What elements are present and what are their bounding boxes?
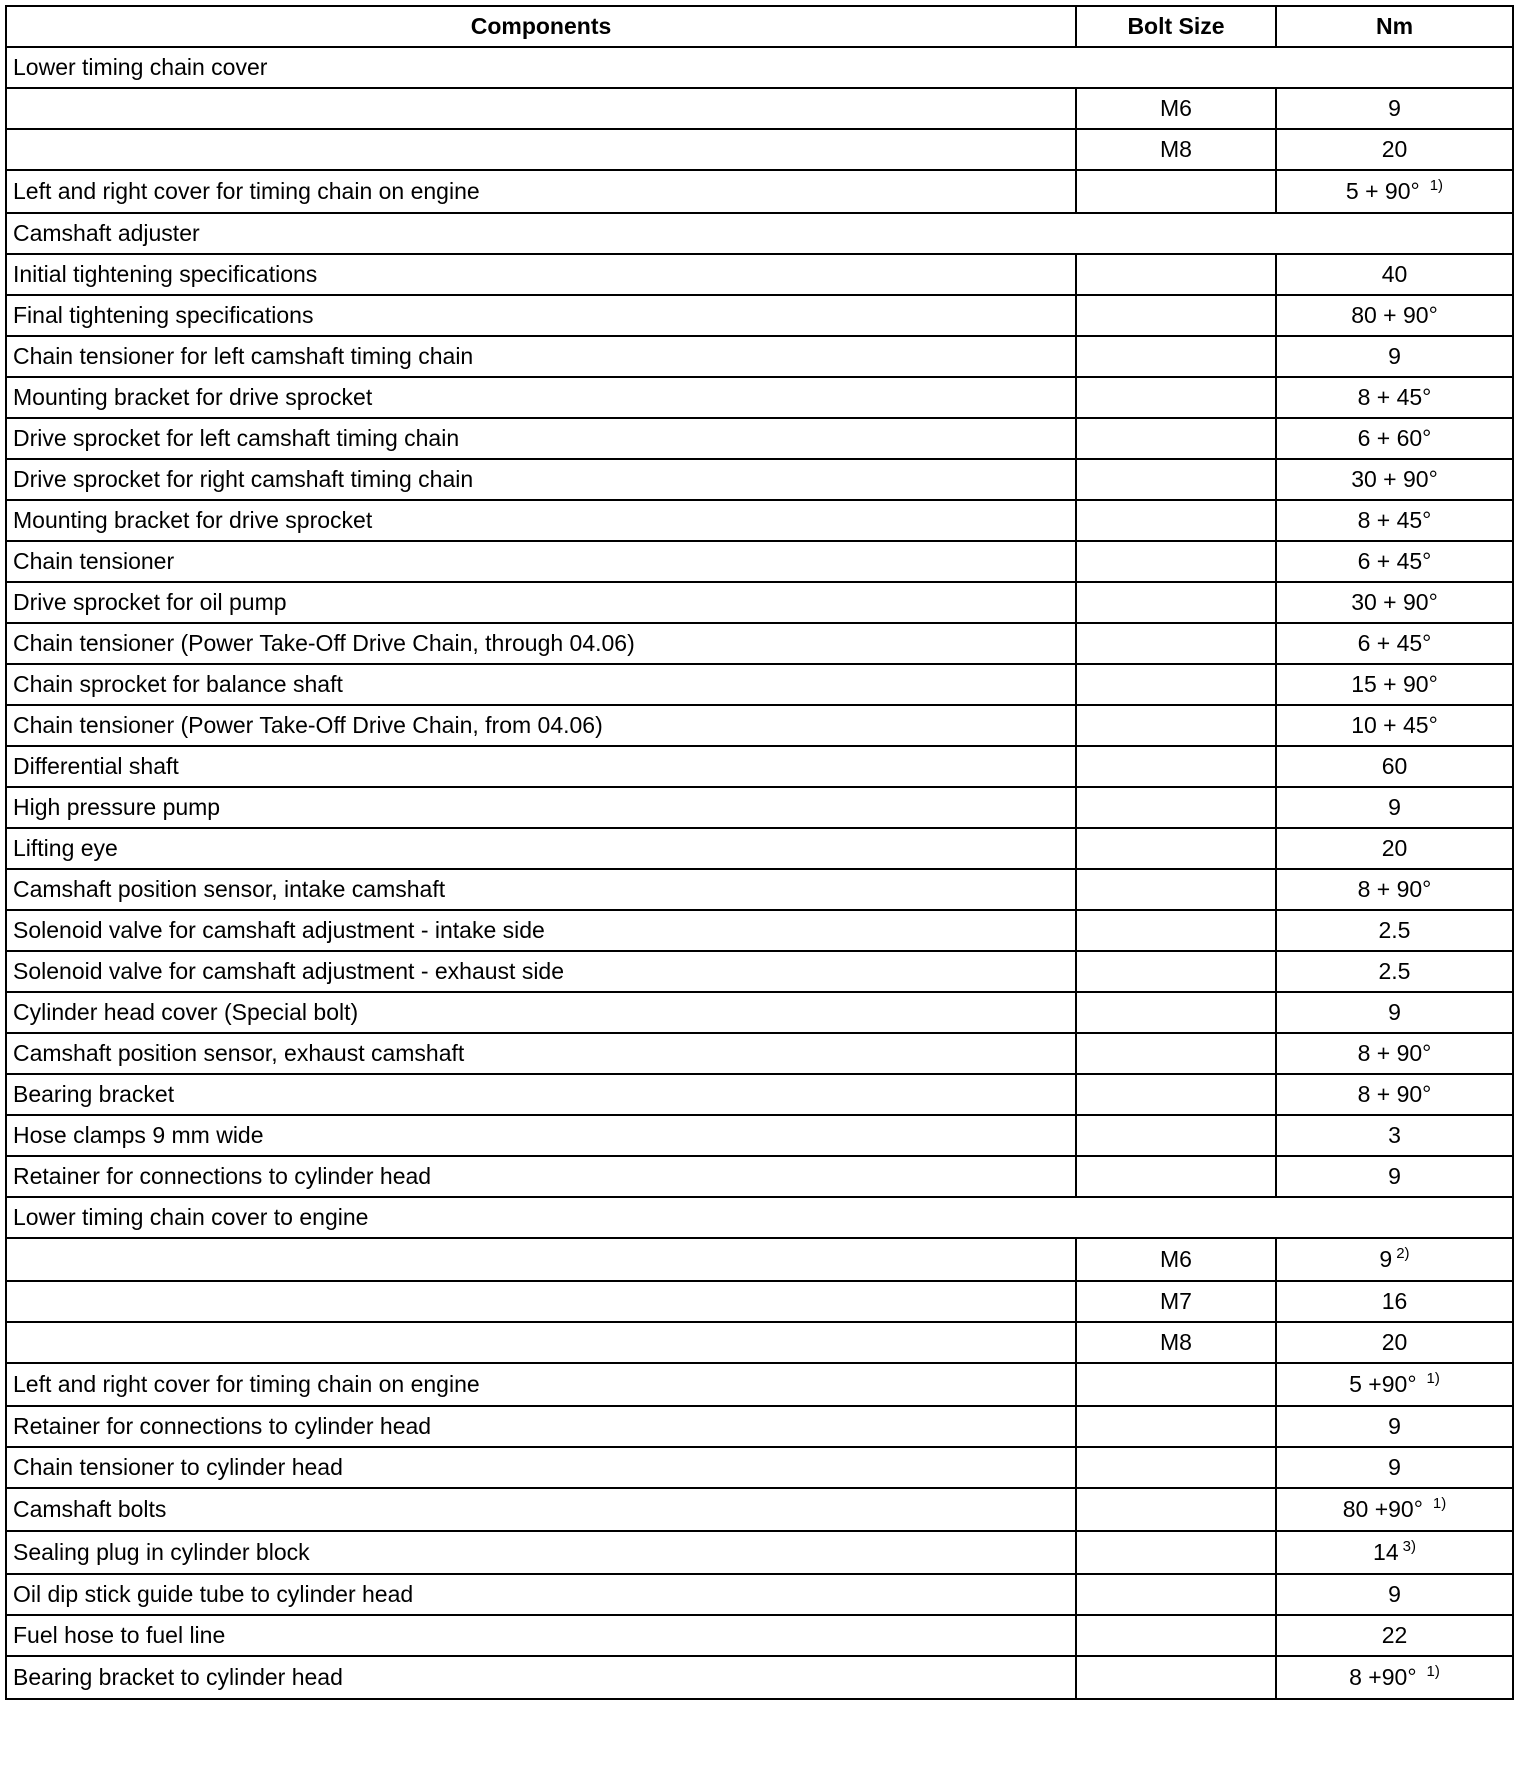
bolt-size-cell: M8 bbox=[1076, 129, 1276, 170]
component-cell bbox=[6, 1322, 1076, 1363]
component-cell: Cylinder head cover (Special bolt) bbox=[6, 992, 1076, 1033]
nm-value: 6 + 60° bbox=[1357, 425, 1432, 451]
nm-value: 5 +90° bbox=[1349, 1371, 1417, 1397]
component-cell bbox=[6, 88, 1076, 129]
footnote-marker: 3) bbox=[1402, 1538, 1416, 1556]
table-row bbox=[6, 1615, 1513, 1656]
bolt-size-cell bbox=[1076, 500, 1276, 541]
nm-cell bbox=[1276, 582, 1513, 623]
nm-cell bbox=[1276, 418, 1513, 459]
component-cell: Oil dip stick guide tube to cylinder head bbox=[6, 1574, 1076, 1615]
nm-cell bbox=[1276, 459, 1513, 500]
table-row bbox=[6, 254, 1513, 295]
component-cell: Fuel hose to fuel line bbox=[6, 1615, 1076, 1656]
nm-cell bbox=[1276, 1406, 1513, 1447]
component-cell: Final tightening specifications bbox=[6, 295, 1076, 336]
nm-value: 6 + 45° bbox=[1357, 548, 1432, 574]
table-row bbox=[6, 787, 1513, 828]
section-row bbox=[6, 213, 1513, 254]
component-cell: Drive sprocket for oil pump bbox=[6, 582, 1076, 623]
bolt-size-cell: M6 bbox=[1076, 88, 1276, 129]
table-row bbox=[6, 623, 1513, 664]
component-cell: Camshaft bolts bbox=[6, 1488, 1076, 1531]
table-row bbox=[6, 541, 1513, 582]
nm-value: 30 + 90° bbox=[1351, 589, 1438, 615]
bolt-size-cell bbox=[1076, 170, 1276, 213]
section-row bbox=[6, 1197, 1513, 1238]
bolt-size-cell bbox=[1076, 746, 1276, 787]
nm-value: 15 + 90° bbox=[1351, 671, 1438, 697]
bolt-size-cell bbox=[1076, 541, 1276, 582]
component-cell: Chain tensioner (Power Take-Off Drive Chain, from 04.06) bbox=[6, 705, 1076, 746]
component-cell: Chain sprocket for balance shaft bbox=[6, 664, 1076, 705]
nm-cell bbox=[1276, 1574, 1513, 1615]
table-row bbox=[6, 828, 1513, 869]
nm-cell bbox=[1276, 1322, 1513, 1363]
nm-value: 8 + 45° bbox=[1357, 384, 1432, 410]
bolt-size-cell bbox=[1076, 910, 1276, 951]
table-row bbox=[6, 1488, 1513, 1531]
table-row bbox=[6, 170, 1513, 213]
nm-cell bbox=[1276, 500, 1513, 541]
component-cell: Retainer for connections to cylinder head bbox=[6, 1406, 1076, 1447]
component-cell: Solenoid valve for camshaft adjustment - exhaust side bbox=[6, 951, 1076, 992]
nm-value: 6 + 45° bbox=[1357, 630, 1432, 656]
bolt-size-cell bbox=[1076, 828, 1276, 869]
table-row bbox=[6, 1115, 1513, 1156]
bolt-size-cell bbox=[1076, 377, 1276, 418]
table-row bbox=[6, 1574, 1513, 1615]
table-row bbox=[6, 992, 1513, 1033]
table-row bbox=[6, 295, 1513, 336]
nm-cell bbox=[1276, 951, 1513, 992]
table-row bbox=[6, 1238, 1513, 1281]
nm-cell bbox=[1276, 1074, 1513, 1115]
nm-value: 9 bbox=[1388, 343, 1401, 369]
bolt-size-cell bbox=[1076, 336, 1276, 377]
bolt-size-cell bbox=[1076, 254, 1276, 295]
nm-value: 40 bbox=[1381, 261, 1408, 287]
component-cell: Chain tensioner for left camshaft timing chain bbox=[6, 336, 1076, 377]
component-cell: Camshaft position sensor, exhaust camshaft bbox=[6, 1033, 1076, 1074]
footnote-marker: 2) bbox=[1396, 1245, 1410, 1263]
nm-cell bbox=[1276, 129, 1513, 170]
header-bolt-size: Bolt Size bbox=[1076, 6, 1276, 47]
table-row bbox=[6, 1363, 1513, 1406]
table-row bbox=[6, 1656, 1513, 1699]
nm-cell bbox=[1276, 1033, 1513, 1074]
nm-cell bbox=[1276, 1281, 1513, 1322]
bolt-size-cell bbox=[1076, 1488, 1276, 1531]
nm-cell bbox=[1276, 746, 1513, 787]
table-row bbox=[6, 746, 1513, 787]
component-cell: Chain tensioner (Power Take-Off Drive Chain, through 04.06) bbox=[6, 623, 1076, 664]
nm-cell bbox=[1276, 623, 1513, 664]
component-cell: Drive sprocket for right camshaft timing chain bbox=[6, 459, 1076, 500]
nm-value: 9 bbox=[1388, 794, 1401, 820]
footnote-marker: 1) bbox=[1432, 1495, 1447, 1513]
table-row bbox=[6, 500, 1513, 541]
table-row bbox=[6, 459, 1513, 500]
nm-cell bbox=[1276, 1363, 1513, 1406]
bolt-size-cell bbox=[1076, 1115, 1276, 1156]
nm-cell bbox=[1276, 88, 1513, 129]
nm-value: 9 bbox=[1388, 95, 1401, 121]
nm-value: 8 + 45° bbox=[1357, 507, 1432, 533]
nm-cell bbox=[1276, 170, 1513, 213]
nm-value: 22 bbox=[1381, 1622, 1408, 1648]
bolt-size-cell bbox=[1076, 1574, 1276, 1615]
nm-cell bbox=[1276, 1238, 1513, 1281]
component-cell: Bearing bracket to cylinder head bbox=[6, 1656, 1076, 1699]
nm-cell bbox=[1276, 1531, 1513, 1574]
component-cell: Camshaft position sensor, intake camshaft bbox=[6, 869, 1076, 910]
component-cell: Chain tensioner to cylinder head bbox=[6, 1447, 1076, 1488]
nm-value: 2.5 bbox=[1378, 917, 1411, 943]
bolt-size-cell bbox=[1076, 869, 1276, 910]
header-row bbox=[6, 6, 1513, 47]
bolt-size-cell bbox=[1076, 1363, 1276, 1406]
nm-value: 14 bbox=[1373, 1539, 1399, 1565]
footnote-marker: 1) bbox=[1426, 1663, 1440, 1681]
nm-cell bbox=[1276, 295, 1513, 336]
bolt-size-cell bbox=[1076, 623, 1276, 664]
component-cell: Mounting bracket for drive sprocket bbox=[6, 377, 1076, 418]
bolt-size-cell bbox=[1076, 582, 1276, 623]
bolt-size-cell bbox=[1076, 705, 1276, 746]
nm-cell bbox=[1276, 1656, 1513, 1699]
bolt-size-cell bbox=[1076, 787, 1276, 828]
bolt-size-cell bbox=[1076, 664, 1276, 705]
nm-value: 80 +90° bbox=[1342, 1496, 1423, 1522]
nm-cell bbox=[1276, 1447, 1513, 1488]
nm-cell bbox=[1276, 541, 1513, 582]
table-row bbox=[6, 1447, 1513, 1488]
nm-value: 20 bbox=[1381, 1329, 1408, 1355]
nm-value: 8 +90° bbox=[1349, 1664, 1417, 1690]
table-row bbox=[6, 910, 1513, 951]
bolt-size-cell bbox=[1076, 951, 1276, 992]
nm-value: 5 + 90° bbox=[1345, 178, 1420, 204]
component-cell: Lifting eye bbox=[6, 828, 1076, 869]
header-nm: Nm bbox=[1276, 6, 1513, 47]
bolt-size-cell: M8 bbox=[1076, 1322, 1276, 1363]
table-row bbox=[6, 1531, 1513, 1574]
nm-cell bbox=[1276, 664, 1513, 705]
header-components: Components bbox=[6, 6, 1076, 47]
table-row bbox=[6, 377, 1513, 418]
component-cell bbox=[6, 129, 1076, 170]
table-row bbox=[6, 418, 1513, 459]
bolt-size-cell bbox=[1076, 1156, 1276, 1197]
bolt-size-cell bbox=[1076, 992, 1276, 1033]
nm-value: 80 + 90° bbox=[1351, 302, 1438, 328]
nm-cell bbox=[1276, 1488, 1513, 1531]
bolt-size-cell bbox=[1076, 1615, 1276, 1656]
bolt-size-cell bbox=[1076, 1406, 1276, 1447]
table-row bbox=[6, 705, 1513, 746]
table-body bbox=[6, 47, 1513, 1699]
footnote-marker: 1) bbox=[1426, 1370, 1440, 1388]
component-cell: Initial tightening specifications bbox=[6, 254, 1076, 295]
table-row bbox=[6, 582, 1513, 623]
nm-value: 8 + 90° bbox=[1357, 876, 1432, 902]
nm-value: 30 + 90° bbox=[1351, 466, 1438, 492]
nm-cell bbox=[1276, 254, 1513, 295]
table-row bbox=[6, 664, 1513, 705]
bolt-size-cell bbox=[1076, 459, 1276, 500]
nm-cell bbox=[1276, 910, 1513, 951]
nm-value: 9 bbox=[1379, 1246, 1393, 1272]
component-cell: Differential shaft bbox=[6, 746, 1076, 787]
nm-value: 9 bbox=[1388, 1454, 1401, 1480]
nm-value: 3 bbox=[1388, 1122, 1401, 1148]
bolt-size-cell bbox=[1076, 418, 1276, 459]
table-row bbox=[6, 869, 1513, 910]
table-row bbox=[6, 1033, 1513, 1074]
nm-value: 9 bbox=[1388, 1413, 1401, 1439]
table-row bbox=[6, 336, 1513, 377]
bolt-size-cell bbox=[1076, 1033, 1276, 1074]
nm-cell bbox=[1276, 705, 1513, 746]
nm-value: 16 bbox=[1381, 1288, 1408, 1314]
component-cell: Left and right cover for timing chain on engine bbox=[6, 170, 1076, 213]
nm-value: 20 bbox=[1381, 136, 1408, 162]
section-title: Lower timing chain cover bbox=[6, 47, 1513, 88]
component-cell: Drive sprocket for left camshaft timing chain bbox=[6, 418, 1076, 459]
bolt-size-cell bbox=[1076, 1447, 1276, 1488]
table-header bbox=[6, 6, 1513, 47]
nm-cell bbox=[1276, 828, 1513, 869]
table-row bbox=[6, 1074, 1513, 1115]
bolt-size-cell bbox=[1076, 1074, 1276, 1115]
nm-cell bbox=[1276, 377, 1513, 418]
component-cell bbox=[6, 1238, 1076, 1281]
component-cell: Hose clamps 9 mm wide bbox=[6, 1115, 1076, 1156]
table-row bbox=[6, 1156, 1513, 1197]
nm-cell bbox=[1276, 1615, 1513, 1656]
component-cell: High pressure pump bbox=[6, 787, 1076, 828]
bolt-size-cell: M7 bbox=[1076, 1281, 1276, 1322]
table-row bbox=[6, 1281, 1513, 1322]
bolt-size-cell bbox=[1076, 295, 1276, 336]
nm-value: 9 bbox=[1388, 999, 1401, 1025]
nm-cell bbox=[1276, 1156, 1513, 1197]
nm-value: 60 bbox=[1381, 753, 1408, 779]
component-cell: Sealing plug in cylinder block bbox=[6, 1531, 1076, 1574]
table-row bbox=[6, 1406, 1513, 1447]
nm-cell bbox=[1276, 1115, 1513, 1156]
nm-cell bbox=[1276, 869, 1513, 910]
nm-value: 9 bbox=[1388, 1581, 1401, 1607]
table-row bbox=[6, 1322, 1513, 1363]
nm-value: 8 + 90° bbox=[1357, 1081, 1432, 1107]
nm-value: 20 bbox=[1381, 835, 1408, 861]
section-title: Camshaft adjuster bbox=[6, 213, 1513, 254]
footnote-marker: 1) bbox=[1429, 177, 1444, 195]
section-title: Lower timing chain cover to engine bbox=[6, 1197, 1513, 1238]
bolt-size-cell: M6 bbox=[1076, 1238, 1276, 1281]
table-row bbox=[6, 88, 1513, 129]
component-cell: Solenoid valve for camshaft adjustment - intake side bbox=[6, 910, 1076, 951]
table-row bbox=[6, 951, 1513, 992]
nm-cell bbox=[1276, 336, 1513, 377]
torque-spec-table bbox=[5, 5, 1514, 1700]
nm-value: 8 + 90° bbox=[1357, 1040, 1432, 1066]
nm-value: 9 bbox=[1388, 1163, 1401, 1189]
nm-cell bbox=[1276, 992, 1513, 1033]
table-row bbox=[6, 129, 1513, 170]
bolt-size-cell bbox=[1076, 1656, 1276, 1699]
nm-value: 10 + 45° bbox=[1351, 712, 1438, 738]
component-cell: Retainer for connections to cylinder head bbox=[6, 1156, 1076, 1197]
section-row bbox=[6, 47, 1513, 88]
component-cell: Mounting bracket for drive sprocket bbox=[6, 500, 1076, 541]
component-cell: Left and right cover for timing chain on engine bbox=[6, 1363, 1076, 1406]
nm-value: 2.5 bbox=[1378, 958, 1411, 984]
component-cell: Bearing bracket bbox=[6, 1074, 1076, 1115]
component-cell: Chain tensioner bbox=[6, 541, 1076, 582]
nm-cell bbox=[1276, 787, 1513, 828]
bolt-size-cell bbox=[1076, 1531, 1276, 1574]
component-cell bbox=[6, 1281, 1076, 1322]
